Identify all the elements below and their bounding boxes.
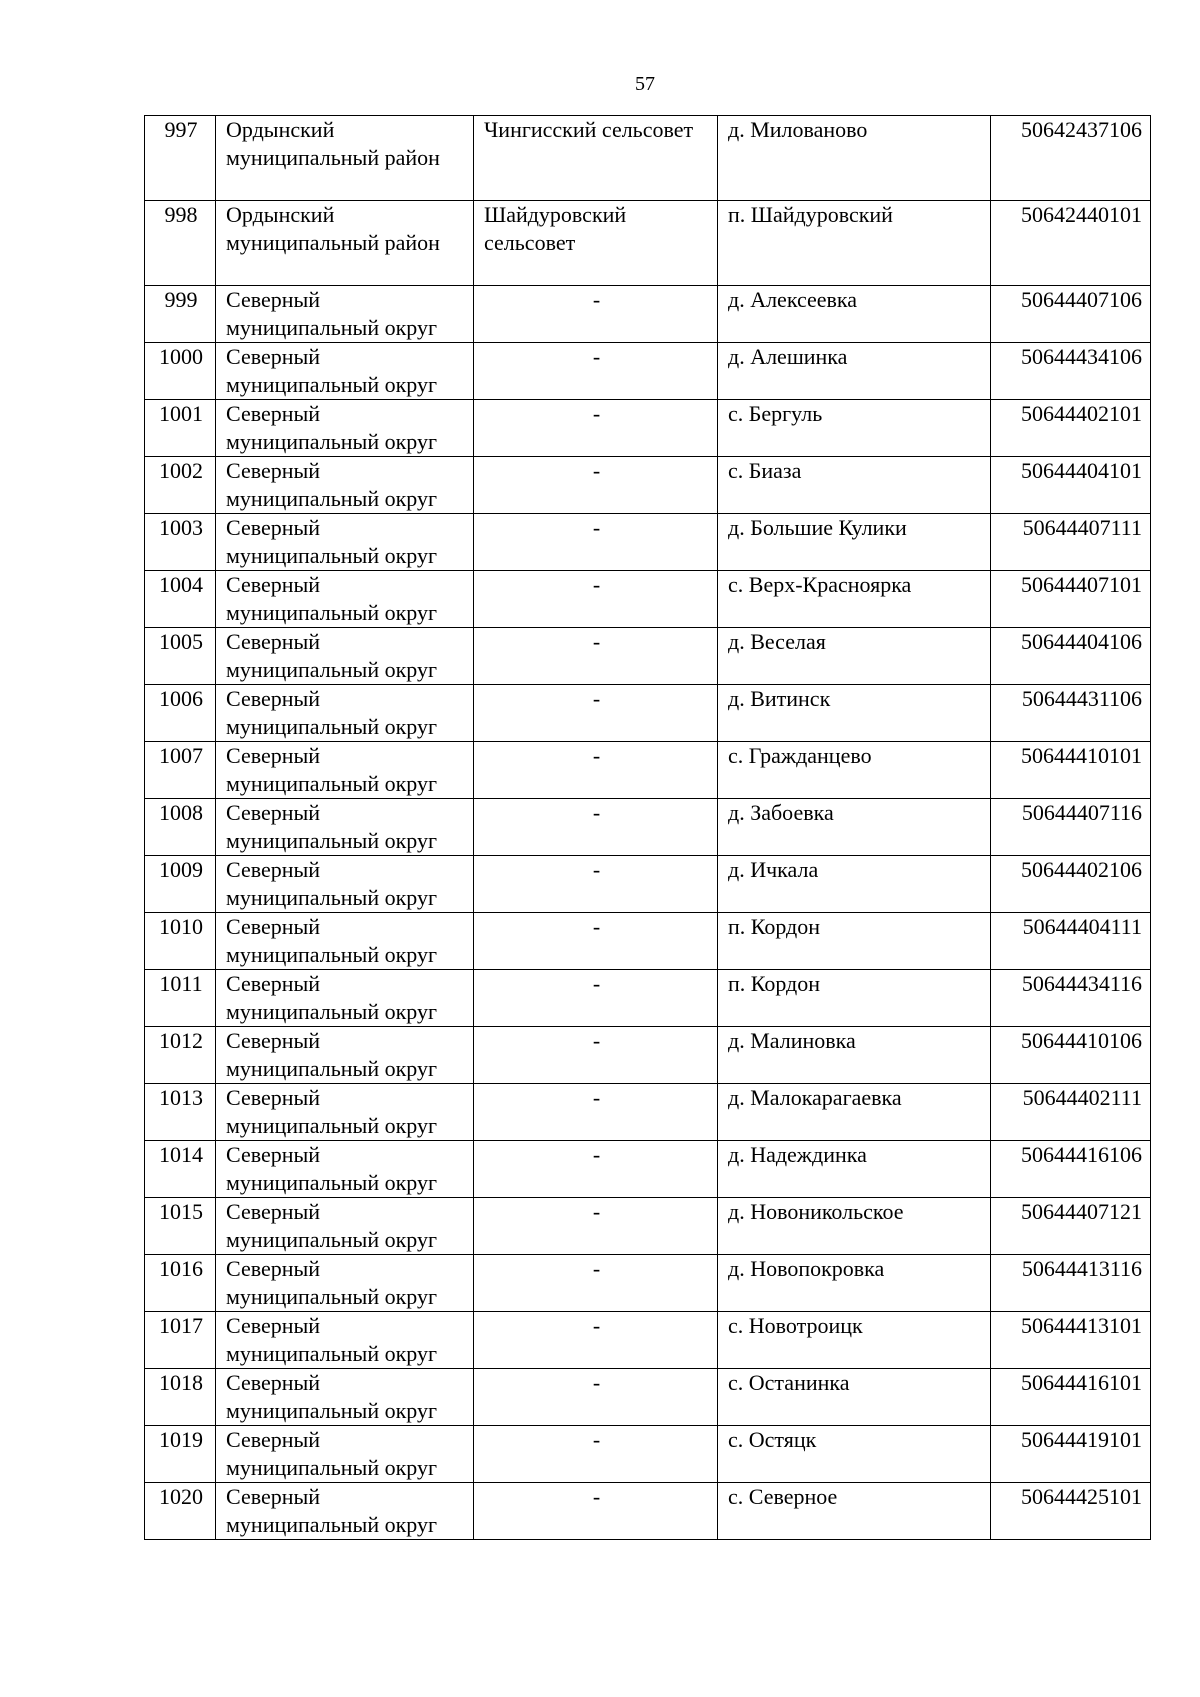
settlement-cell: Шайдуровский сельсовет bbox=[474, 201, 718, 286]
district-cell: Северный муниципальный округ bbox=[216, 457, 474, 514]
oktmo-code-cell: 50644434106 bbox=[991, 343, 1151, 400]
table-row bbox=[145, 856, 1151, 913]
row-number-cell: 1014 bbox=[145, 1141, 216, 1198]
table-row bbox=[145, 1027, 1151, 1084]
oktmo-code-cell: 50644410106 bbox=[991, 1027, 1151, 1084]
settlement-cell: - bbox=[474, 856, 718, 913]
row-number-cell: 1010 bbox=[145, 913, 216, 970]
row-number-cell: 1007 bbox=[145, 742, 216, 799]
district-cell: Северный муниципальный округ bbox=[216, 685, 474, 742]
locality-cell: с. Биаза bbox=[718, 457, 991, 514]
settlement-cell: - bbox=[474, 1141, 718, 1198]
row-number-cell: 1016 bbox=[145, 1255, 216, 1312]
table-row bbox=[145, 1483, 1151, 1540]
row-number-cell: 998 bbox=[145, 201, 216, 286]
row-number-cell: 1008 bbox=[145, 799, 216, 856]
oktmo-code-cell: 50644407111 bbox=[991, 514, 1151, 571]
oktmo-code-cell: 50644425101 bbox=[991, 1483, 1151, 1540]
oktmo-code-cell: 50644404101 bbox=[991, 457, 1151, 514]
row-number-cell: 1013 bbox=[145, 1084, 216, 1141]
settlement-cell: - bbox=[474, 1084, 718, 1141]
oktmo-code-cell: 50644407101 bbox=[991, 571, 1151, 628]
district-cell: Северный муниципальный округ bbox=[216, 571, 474, 628]
oktmo-code-cell: 50642440101 bbox=[991, 201, 1151, 286]
district-cell: Северный муниципальный округ bbox=[216, 1198, 474, 1255]
locality-cell: д. Милованово bbox=[718, 116, 991, 201]
table-row bbox=[145, 116, 1151, 201]
district-cell: Северный муниципальный округ bbox=[216, 970, 474, 1027]
row-number-cell: 1018 bbox=[145, 1369, 216, 1426]
oktmo-code-cell: 50644434116 bbox=[991, 970, 1151, 1027]
settlement-cell: - bbox=[474, 970, 718, 1027]
table-row bbox=[145, 201, 1151, 286]
district-cell: Северный муниципальный округ bbox=[216, 628, 474, 685]
locality-cell: д. Алексеевка bbox=[718, 286, 991, 343]
table-row bbox=[145, 913, 1151, 970]
oktmo-code-cell: 50644407121 bbox=[991, 1198, 1151, 1255]
locality-cell: п. Кордон bbox=[718, 970, 991, 1027]
locality-cell: п. Кордон bbox=[718, 913, 991, 970]
oktmo-code-cell: 50644407106 bbox=[991, 286, 1151, 343]
row-number-cell: 1000 bbox=[145, 343, 216, 400]
table-row bbox=[145, 457, 1151, 514]
oktmo-code-cell: 50644402106 bbox=[991, 856, 1151, 913]
oktmo-code-cell: 50644402111 bbox=[991, 1084, 1151, 1141]
settlement-cell: - bbox=[474, 799, 718, 856]
locality-cell: д. Ичкала bbox=[718, 856, 991, 913]
table-row bbox=[145, 685, 1151, 742]
row-number-cell: 1020 bbox=[145, 1483, 216, 1540]
locality-cell: с. Верх-Красноярка bbox=[718, 571, 991, 628]
table-row bbox=[145, 628, 1151, 685]
locality-cell: с. Бергуль bbox=[718, 400, 991, 457]
row-number-cell: 1006 bbox=[145, 685, 216, 742]
locality-cell: д. Забоевка bbox=[718, 799, 991, 856]
district-cell: Северный муниципальный округ bbox=[216, 400, 474, 457]
table-row bbox=[145, 799, 1151, 856]
settlement-cell: - bbox=[474, 514, 718, 571]
row-number-cell: 1017 bbox=[145, 1312, 216, 1369]
settlement-cell: - bbox=[474, 1027, 718, 1084]
table-body bbox=[145, 116, 1151, 1540]
table-row bbox=[145, 1084, 1151, 1141]
settlement-cell: - bbox=[474, 571, 718, 628]
district-cell: Северный муниципальный округ bbox=[216, 913, 474, 970]
locality-cell: д. Большие Кулики bbox=[718, 514, 991, 571]
district-cell: Северный муниципальный округ bbox=[216, 1084, 474, 1141]
oktmo-code-cell: 50644404106 bbox=[991, 628, 1151, 685]
oktmo-code-cell: 50644404111 bbox=[991, 913, 1151, 970]
district-cell: Ордынский муниципальный район bbox=[216, 201, 474, 286]
row-number-cell: 1011 bbox=[145, 970, 216, 1027]
settlement-cell: Чингисский сельсовет bbox=[474, 116, 718, 201]
district-cell: Северный муниципальный округ bbox=[216, 286, 474, 343]
table-row bbox=[145, 1198, 1151, 1255]
locality-cell: д. Малокарагаевка bbox=[718, 1084, 991, 1141]
district-cell: Северный муниципальный округ bbox=[216, 343, 474, 400]
table-row bbox=[145, 1369, 1151, 1426]
table-row bbox=[145, 1312, 1151, 1369]
table-row bbox=[145, 970, 1151, 1027]
row-number-cell: 997 bbox=[145, 116, 216, 201]
row-number-cell: 1012 bbox=[145, 1027, 216, 1084]
district-cell: Северный муниципальный округ bbox=[216, 856, 474, 913]
table-row bbox=[145, 1426, 1151, 1483]
settlements-table bbox=[144, 115, 1151, 1540]
settlement-cell: - bbox=[474, 628, 718, 685]
settlement-cell: - bbox=[474, 1198, 718, 1255]
district-cell: Северный муниципальный округ bbox=[216, 1027, 474, 1084]
district-cell: Северный муниципальный округ bbox=[216, 1255, 474, 1312]
settlement-cell: - bbox=[474, 457, 718, 514]
oktmo-code-cell: 50644416106 bbox=[991, 1141, 1151, 1198]
locality-cell: д. Новопокровка bbox=[718, 1255, 991, 1312]
settlement-cell: - bbox=[474, 343, 718, 400]
locality-cell: с. Гражданцево bbox=[718, 742, 991, 799]
district-cell: Северный муниципальный округ bbox=[216, 1426, 474, 1483]
row-number-cell: 1009 bbox=[145, 856, 216, 913]
settlement-cell: - bbox=[474, 1483, 718, 1540]
locality-cell: д. Витинск bbox=[718, 685, 991, 742]
table-row bbox=[145, 343, 1151, 400]
oktmo-code-cell: 50644402101 bbox=[991, 400, 1151, 457]
table-row bbox=[145, 1255, 1151, 1312]
table-row bbox=[145, 400, 1151, 457]
locality-cell: д. Новоникольское bbox=[718, 1198, 991, 1255]
locality-cell: с. Остяцк bbox=[718, 1426, 991, 1483]
oktmo-code-cell: 50644419101 bbox=[991, 1426, 1151, 1483]
oktmo-code-cell: 50642437106 bbox=[991, 116, 1151, 201]
locality-cell: д. Веселая bbox=[718, 628, 991, 685]
row-number-cell: 1019 bbox=[145, 1426, 216, 1483]
district-cell: Северный муниципальный округ bbox=[216, 1483, 474, 1540]
row-number-cell: 1001 bbox=[145, 400, 216, 457]
oktmo-code-cell: 50644410101 bbox=[991, 742, 1151, 799]
table-row bbox=[145, 286, 1151, 343]
locality-cell: п. Шайдуровский bbox=[718, 201, 991, 286]
locality-cell: д. Малиновка bbox=[718, 1027, 991, 1084]
settlement-cell: - bbox=[474, 1369, 718, 1426]
settlement-cell: - bbox=[474, 685, 718, 742]
settlement-cell: - bbox=[474, 913, 718, 970]
oktmo-code-cell: 50644407116 bbox=[991, 799, 1151, 856]
locality-cell: д. Надеждинка bbox=[718, 1141, 991, 1198]
table-row bbox=[145, 571, 1151, 628]
row-number-cell: 999 bbox=[145, 286, 216, 343]
district-cell: Северный муниципальный округ bbox=[216, 514, 474, 571]
row-number-cell: 1005 bbox=[145, 628, 216, 685]
locality-cell: д. Алешинка bbox=[718, 343, 991, 400]
district-cell: Ордынский муниципальный район bbox=[216, 116, 474, 201]
locality-cell: с. Северное bbox=[718, 1483, 991, 1540]
locality-cell: с. Останинка bbox=[718, 1369, 991, 1426]
page-number: 57 bbox=[635, 73, 655, 95]
row-number-cell: 1015 bbox=[145, 1198, 216, 1255]
row-number-cell: 1003 bbox=[145, 514, 216, 571]
settlement-cell: - bbox=[474, 742, 718, 799]
district-cell: Северный муниципальный округ bbox=[216, 742, 474, 799]
oktmo-code-cell: 50644416101 bbox=[991, 1369, 1151, 1426]
settlement-cell: - bbox=[474, 400, 718, 457]
oktmo-code-cell: 50644431106 bbox=[991, 685, 1151, 742]
district-cell: Северный муниципальный округ bbox=[216, 1369, 474, 1426]
table-row bbox=[145, 742, 1151, 799]
settlement-cell: - bbox=[474, 286, 718, 343]
settlement-cell: - bbox=[474, 1255, 718, 1312]
district-cell: Северный муниципальный округ bbox=[216, 1312, 474, 1369]
row-number-cell: 1002 bbox=[145, 457, 216, 514]
locality-cell: с. Новотроицк bbox=[718, 1312, 991, 1369]
settlement-cell: - bbox=[474, 1312, 718, 1369]
district-cell: Северный муниципальный округ bbox=[216, 799, 474, 856]
oktmo-code-cell: 50644413116 bbox=[991, 1255, 1151, 1312]
table-row bbox=[145, 1141, 1151, 1198]
district-cell: Северный муниципальный округ bbox=[216, 1141, 474, 1198]
oktmo-code-cell: 50644413101 bbox=[991, 1312, 1151, 1369]
settlement-cell: - bbox=[474, 1426, 718, 1483]
table-row bbox=[145, 514, 1151, 571]
row-number-cell: 1004 bbox=[145, 571, 216, 628]
